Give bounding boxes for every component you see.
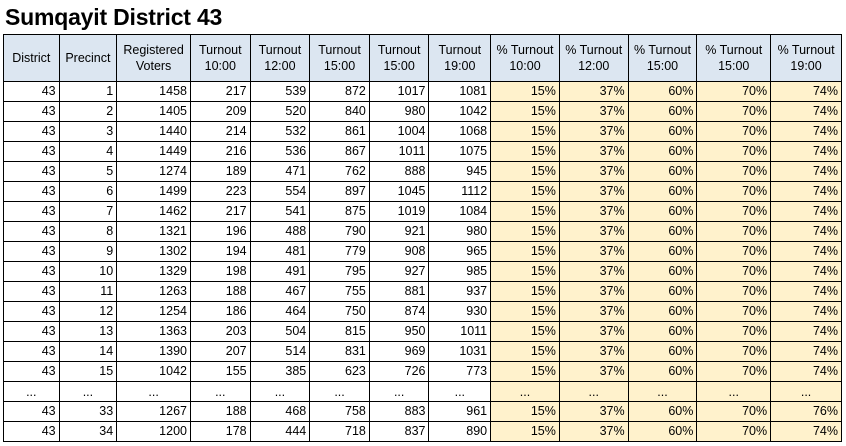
percent-cell: 74% (771, 102, 842, 122)
percent-cell: 74% (771, 282, 842, 302)
percent-cell: 60% (628, 222, 697, 242)
percent-cell: 70% (697, 182, 771, 202)
table-cell: 2 (59, 102, 117, 122)
percent-cell: 70% (697, 322, 771, 342)
table-cell: 468 (250, 402, 310, 422)
percent-cell: 37% (559, 122, 628, 142)
table-cell: 950 (369, 322, 429, 342)
table-cell: 11 (59, 282, 117, 302)
table-cell: 43 (4, 162, 60, 182)
table-cell: 43 (4, 342, 60, 362)
percent-cell: 60% (628, 162, 697, 182)
table-cell: 223 (190, 182, 250, 202)
percent-cell: 74% (771, 162, 842, 182)
column-header: Turnout 15:00 (369, 35, 429, 82)
table-cell: 890 (429, 422, 491, 442)
table-cell: 186 (190, 302, 250, 322)
table-cell: 930 (429, 302, 491, 322)
percent-cell: 15% (491, 142, 560, 162)
percent-cell: 37% (559, 182, 628, 202)
table-cell: 504 (250, 322, 310, 342)
table-cell: 189 (190, 162, 250, 182)
table-cell: 196 (190, 222, 250, 242)
table-cell: 155 (190, 362, 250, 382)
table-cell: 1329 (117, 262, 191, 282)
percent-cell: 15% (491, 182, 560, 202)
table-row (4, 122, 842, 142)
table-cell: 1390 (117, 342, 191, 362)
table-cell: 9 (59, 242, 117, 262)
percent-cell: 37% (559, 402, 628, 422)
percent-cell: 60% (628, 422, 697, 442)
percent-cell: 70% (697, 122, 771, 142)
table-cell: 194 (190, 242, 250, 262)
table-cell: 840 (310, 102, 370, 122)
table-cell: 216 (190, 142, 250, 162)
percent-cell: 70% (697, 102, 771, 122)
percent-cell: 15% (491, 422, 560, 442)
percent-cell: 74% (771, 322, 842, 342)
table-cell: 514 (250, 342, 310, 362)
table-cell: 43 (4, 242, 60, 262)
percent-cell: 70% (697, 82, 771, 102)
percent-cell: ... (628, 382, 697, 402)
table-cell: 444 (250, 422, 310, 442)
percent-cell: 37% (559, 422, 628, 442)
table-cell: 867 (310, 142, 370, 162)
table-cell: 217 (190, 202, 250, 222)
table-cell: 985 (429, 262, 491, 282)
percent-cell: 37% (559, 142, 628, 162)
percent-cell: 74% (771, 362, 842, 382)
table-cell: 188 (190, 402, 250, 422)
percent-cell: 37% (559, 202, 628, 222)
table-cell: 897 (310, 182, 370, 202)
table-row (4, 222, 842, 242)
percent-cell: 37% (559, 262, 628, 282)
percent-cell: ... (771, 382, 842, 402)
table-cell: 43 (4, 322, 60, 342)
page-title: Sumqayit District 43 (5, 4, 223, 30)
table-row (4, 242, 842, 262)
table-cell: 937 (429, 282, 491, 302)
table-cell: 385 (250, 362, 310, 382)
table-cell: 43 (4, 202, 60, 222)
table-row (4, 262, 842, 282)
table-row (4, 142, 842, 162)
percent-cell: 70% (697, 362, 771, 382)
percent-cell: 74% (771, 342, 842, 362)
percent-cell: 74% (771, 182, 842, 202)
table-cell: 927 (369, 262, 429, 282)
table-cell: 3 (59, 122, 117, 142)
percent-cell: 37% (559, 82, 628, 102)
table-row (4, 342, 842, 362)
table-cell: 217 (190, 82, 250, 102)
table-cell: 1075 (429, 142, 491, 162)
column-header: Turnout 10:00 (190, 35, 250, 82)
table-cell: 43 (4, 222, 60, 242)
table-cell: 488 (250, 222, 310, 242)
table-cell: 481 (250, 242, 310, 262)
table-cell: 33 (59, 402, 117, 422)
table-row (4, 362, 842, 382)
header-row (4, 35, 842, 82)
table-cell: 961 (429, 402, 491, 422)
table-cell: 888 (369, 162, 429, 182)
table-cell: 1449 (117, 142, 191, 162)
table-cell: 773 (429, 362, 491, 382)
percent-cell: 70% (697, 222, 771, 242)
table-row (4, 82, 842, 102)
percent-cell: 60% (628, 202, 697, 222)
table-cell: 861 (310, 122, 370, 142)
table-cell: 541 (250, 202, 310, 222)
table-cell: ... (59, 382, 117, 402)
percent-cell: ... (491, 382, 560, 402)
column-header: Turnout 15:00 (310, 35, 370, 82)
percent-cell: 70% (697, 282, 771, 302)
table-cell: 13 (59, 322, 117, 342)
table-row (4, 382, 842, 402)
table-cell: 1321 (117, 222, 191, 242)
percent-cell: ... (697, 382, 771, 402)
table-cell: 718 (310, 422, 370, 442)
percent-cell: 60% (628, 362, 697, 382)
table-cell: 1011 (429, 322, 491, 342)
table-cell: 921 (369, 222, 429, 242)
table-cell: 464 (250, 302, 310, 322)
percent-cell: 70% (697, 302, 771, 322)
table-cell: 1363 (117, 322, 191, 342)
table-cell: 1200 (117, 422, 191, 442)
table-cell: 980 (369, 102, 429, 122)
percent-cell: 15% (491, 202, 560, 222)
percent-cell: 60% (628, 242, 697, 262)
table-cell: ... (250, 382, 310, 402)
table-cell: 7 (59, 202, 117, 222)
table-cell: 1 (59, 82, 117, 102)
table-row (4, 402, 842, 422)
table-row (4, 102, 842, 122)
table-cell: 15 (59, 362, 117, 382)
table-cell: 881 (369, 282, 429, 302)
table-cell: 1084 (429, 202, 491, 222)
percent-cell: 70% (697, 142, 771, 162)
table-cell: 980 (429, 222, 491, 242)
column-header: % Turnout 19:00 (771, 35, 842, 82)
table-cell: 1004 (369, 122, 429, 142)
percent-cell: 15% (491, 162, 560, 182)
column-header: % Turnout 12:00 (559, 35, 628, 82)
table-row (4, 422, 842, 442)
table-cell: 520 (250, 102, 310, 122)
table-cell: 178 (190, 422, 250, 442)
table-cell: 198 (190, 262, 250, 282)
percent-cell: 70% (697, 402, 771, 422)
table-cell: 467 (250, 282, 310, 302)
table-cell: 1254 (117, 302, 191, 322)
table-cell: 539 (250, 82, 310, 102)
table-cell: 623 (310, 362, 370, 382)
percent-cell: 74% (771, 222, 842, 242)
table-cell: 779 (310, 242, 370, 262)
percent-cell: 74% (771, 422, 842, 442)
percent-cell: 15% (491, 302, 560, 322)
table-cell: 1017 (369, 82, 429, 102)
table-cell: 872 (310, 82, 370, 102)
percent-cell: 60% (628, 102, 697, 122)
table-cell: 43 (4, 262, 60, 282)
table-cell: 43 (4, 142, 60, 162)
table-cell: 726 (369, 362, 429, 382)
percent-cell: 74% (771, 122, 842, 142)
table-row (4, 302, 842, 322)
percent-cell: 74% (771, 242, 842, 262)
column-header: District (4, 35, 60, 82)
percent-cell: 15% (491, 402, 560, 422)
table-cell: 203 (190, 322, 250, 342)
table-cell: 750 (310, 302, 370, 322)
table-cell: 536 (250, 142, 310, 162)
table-cell: 5 (59, 162, 117, 182)
table-row (4, 322, 842, 342)
percent-cell: 60% (628, 82, 697, 102)
table-cell: 188 (190, 282, 250, 302)
percent-cell: 37% (559, 102, 628, 122)
table-cell: 12 (59, 302, 117, 322)
table-cell: 554 (250, 182, 310, 202)
table-row (4, 282, 842, 302)
table-cell: 532 (250, 122, 310, 142)
table-cell: 883 (369, 402, 429, 422)
percent-cell: 15% (491, 282, 560, 302)
table-cell: 34 (59, 422, 117, 442)
table-cell: ... (429, 382, 491, 402)
column-header: Registered Voters (117, 35, 191, 82)
table-cell: 945 (429, 162, 491, 182)
percent-cell: 60% (628, 142, 697, 162)
column-header: % Turnout 10:00 (491, 35, 560, 82)
table-cell: 1302 (117, 242, 191, 262)
percent-cell: 74% (771, 262, 842, 282)
percent-cell: 70% (697, 242, 771, 262)
table-cell: 965 (429, 242, 491, 262)
table-cell: 6 (59, 182, 117, 202)
table-cell: 1440 (117, 122, 191, 142)
table-cell: 1267 (117, 402, 191, 422)
table-cell: ... (117, 382, 191, 402)
table-cell: 14 (59, 342, 117, 362)
percent-cell: 74% (771, 142, 842, 162)
percent-cell: 60% (628, 302, 697, 322)
percent-cell: 15% (491, 342, 560, 362)
table-cell: 8 (59, 222, 117, 242)
table-cell: 1499 (117, 182, 191, 202)
percent-cell: 37% (559, 162, 628, 182)
table-cell: 209 (190, 102, 250, 122)
column-header: Turnout 19:00 (429, 35, 491, 82)
percent-cell: 60% (628, 282, 697, 302)
table-cell: 875 (310, 202, 370, 222)
table-cell: 43 (4, 302, 60, 322)
table-cell: 1274 (117, 162, 191, 182)
table-cell: 4 (59, 142, 117, 162)
table-cell: 758 (310, 402, 370, 422)
percent-cell: 37% (559, 302, 628, 322)
table-cell: 755 (310, 282, 370, 302)
table-row (4, 162, 842, 182)
percent-cell: 15% (491, 362, 560, 382)
table-row (4, 182, 842, 202)
table-cell: 1458 (117, 82, 191, 102)
percent-cell: 37% (559, 242, 628, 262)
percent-cell: 15% (491, 122, 560, 142)
table-cell: 491 (250, 262, 310, 282)
table-cell: 1462 (117, 202, 191, 222)
percent-cell: 15% (491, 242, 560, 262)
percent-cell: 60% (628, 342, 697, 362)
percent-cell: 15% (491, 322, 560, 342)
table-cell: 1031 (429, 342, 491, 362)
percent-cell: 74% (771, 202, 842, 222)
table-cell: 762 (310, 162, 370, 182)
table-cell: 908 (369, 242, 429, 262)
column-header: % Turnout 15:00 (628, 35, 697, 82)
percent-cell: 37% (559, 222, 628, 242)
table-cell: 815 (310, 322, 370, 342)
table-cell: ... (4, 382, 60, 402)
table-cell: 1263 (117, 282, 191, 302)
table-cell: 214 (190, 122, 250, 142)
table-cell: 1068 (429, 122, 491, 142)
percent-cell: 15% (491, 102, 560, 122)
table-cell: 43 (4, 102, 60, 122)
table-cell: 1019 (369, 202, 429, 222)
table-cell: 1405 (117, 102, 191, 122)
table-cell: 471 (250, 162, 310, 182)
table-cell: 43 (4, 422, 60, 442)
percent-cell: 37% (559, 322, 628, 342)
percent-cell: 15% (491, 82, 560, 102)
table-cell: ... (310, 382, 370, 402)
percent-cell: ... (559, 382, 628, 402)
percent-cell: 15% (491, 262, 560, 282)
table-cell: 10 (59, 262, 117, 282)
table-cell: 874 (369, 302, 429, 322)
table-cell: 43 (4, 362, 60, 382)
percent-cell: 74% (771, 82, 842, 102)
table-cell: ... (190, 382, 250, 402)
table-cell: 207 (190, 342, 250, 362)
percent-cell: 15% (491, 222, 560, 242)
percent-cell: 70% (697, 202, 771, 222)
table-cell: ... (369, 382, 429, 402)
table-cell: 1045 (369, 182, 429, 202)
percent-cell: 60% (628, 182, 697, 202)
table-cell: 1042 (117, 362, 191, 382)
table-cell: 1112 (429, 182, 491, 202)
table-cell: 969 (369, 342, 429, 362)
column-header: % Turnout 15:00 (697, 35, 771, 82)
table-cell: 790 (310, 222, 370, 242)
turnout-table (3, 34, 842, 442)
percent-cell: 74% (771, 302, 842, 322)
table-cell: 795 (310, 262, 370, 282)
table-cell: 1042 (429, 102, 491, 122)
table-cell: 43 (4, 182, 60, 202)
percent-cell: 70% (697, 162, 771, 182)
table-cell: 43 (4, 82, 60, 102)
percent-cell: 37% (559, 342, 628, 362)
percent-cell: 70% (697, 342, 771, 362)
percent-cell: 37% (559, 282, 628, 302)
percent-cell: 60% (628, 122, 697, 142)
table-cell: 831 (310, 342, 370, 362)
table-cell: 43 (4, 402, 60, 422)
table-cell: 1011 (369, 142, 429, 162)
percent-cell: 70% (697, 422, 771, 442)
table-cell: 1081 (429, 82, 491, 102)
column-header: Precinct (59, 35, 117, 82)
percent-cell: 76% (771, 402, 842, 422)
percent-cell: 37% (559, 362, 628, 382)
percent-cell: 60% (628, 402, 697, 422)
table-cell: 43 (4, 282, 60, 302)
column-header: Turnout 12:00 (250, 35, 310, 82)
percent-cell: 60% (628, 322, 697, 342)
table-cell: 837 (369, 422, 429, 442)
percent-cell: 60% (628, 262, 697, 282)
percent-cell: 70% (697, 262, 771, 282)
table-cell: 43 (4, 122, 60, 142)
table-row (4, 202, 842, 222)
